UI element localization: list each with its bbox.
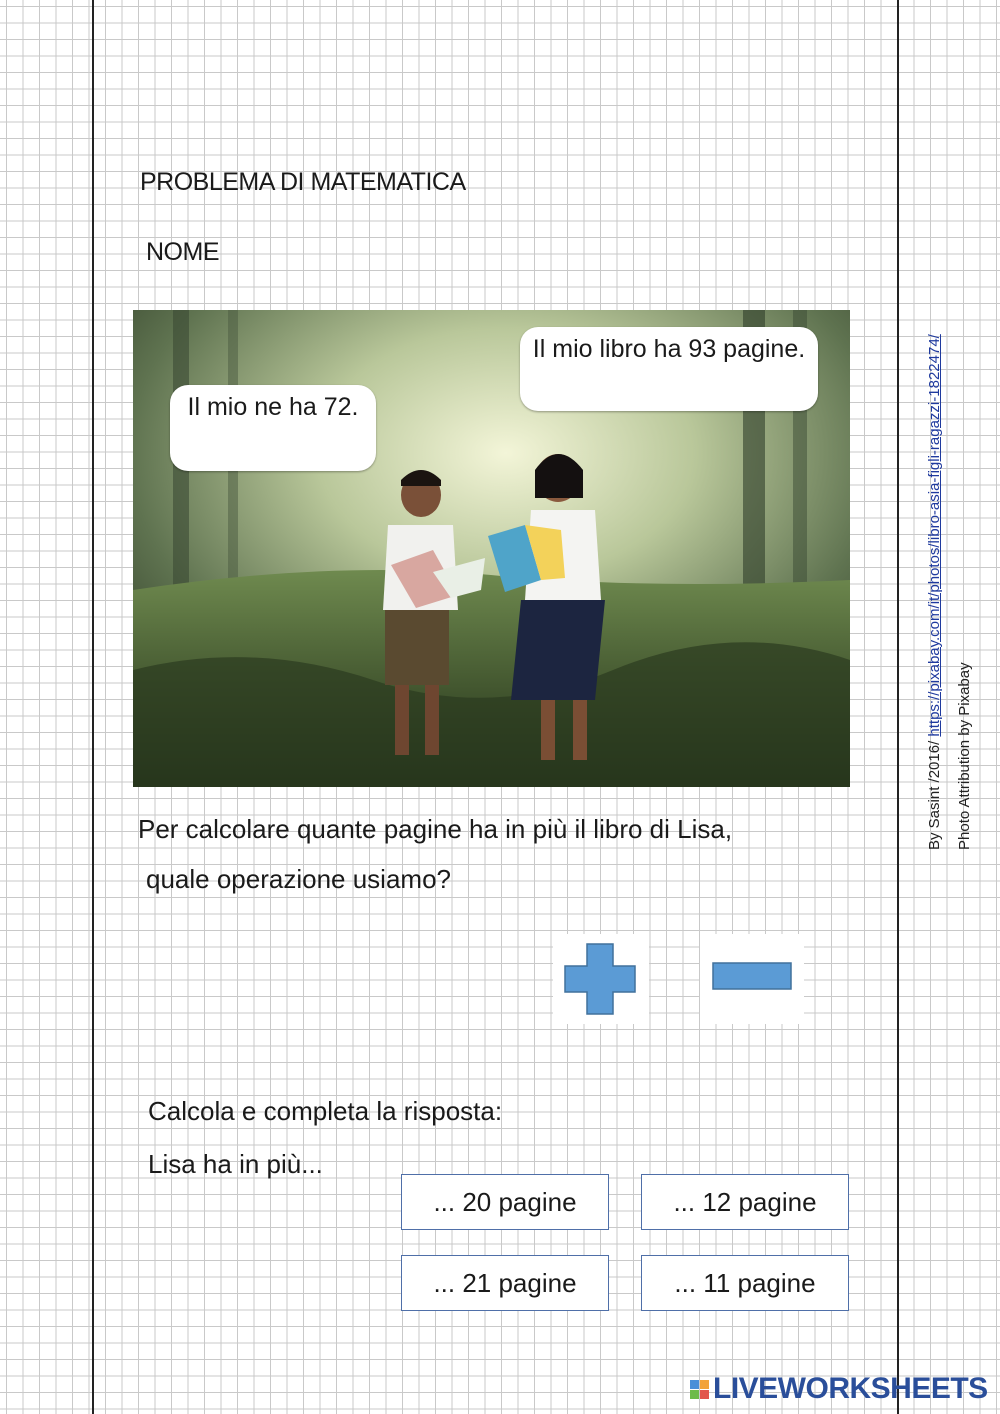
- credit-author: By Sasint /2016/: [926, 736, 943, 850]
- photo-attribution: Photo Attribution by Pixabay: [956, 662, 973, 850]
- brand-name: LIVEWORKSHEETS: [713, 1372, 988, 1405]
- question-line-2: quale operazione usiamo?: [146, 864, 451, 894]
- photo-credit: [926, 334, 943, 850]
- name-label: NOME: [146, 238, 219, 266]
- answer-prompt: Lisa ha in più...: [148, 1149, 323, 1179]
- instruction-text: Calcola e completa la risposta:: [148, 1096, 503, 1126]
- right-margin-line: [897, 0, 899, 1414]
- liveworksheets-logo-icon: [690, 1380, 709, 1399]
- speech-bubble-boy: Il mio ne ha 72.: [170, 385, 376, 471]
- plus-option-button[interactable]: [553, 934, 649, 1024]
- answer-option-11-pages[interactable]: ... 11 pagine: [641, 1255, 849, 1311]
- answer-option-12-pages[interactable]: ... 12 pagine: [641, 1174, 849, 1230]
- answer-option-21-pages[interactable]: ... 21 pagine: [401, 1255, 609, 1311]
- answer-option-20-pages[interactable]: ... 20 pagine: [401, 1174, 609, 1230]
- question-line-1: Per calcolare quante pagine ha in più il libro di Lisa,: [138, 814, 733, 844]
- minus-icon: [700, 934, 804, 1024]
- plus-icon: [553, 934, 649, 1024]
- credit-link[interactable]: https://pixabay.com/it/photos/libro-asia-figli-ragazzi-1822474/: [926, 334, 943, 737]
- minus-option-button[interactable]: [700, 934, 804, 1024]
- worksheet-title: PROBLEMA DI MATEMATICA: [140, 168, 466, 196]
- liveworksheets-brand: [690, 1372, 988, 1406]
- left-margin-line: [92, 0, 94, 1414]
- speech-bubble-girl: Il mio libro ha 93 pagine.: [520, 327, 818, 411]
